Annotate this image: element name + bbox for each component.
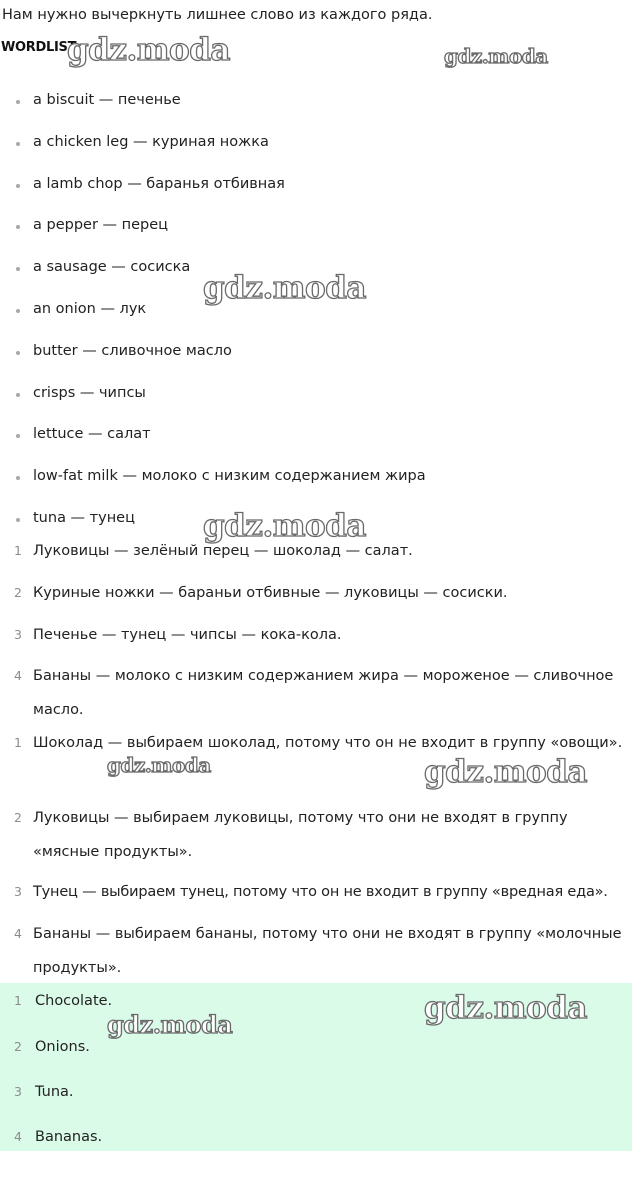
item-number: 4 [14, 926, 22, 941]
item-number: 3 [14, 627, 22, 642]
group-text: Куриные ножки — бараньи отбивные — луковицы — сосиски. [33, 585, 508, 601]
wordlist-entry: crisps — чипсы [33, 385, 146, 401]
group-text: Бананы — молоко с низким содержанием жира — мороженое — сливочное масло. [33, 668, 614, 718]
bullet-dot-icon [16, 184, 20, 188]
list-item [33, 385, 146, 401]
wordlist-title: WORDLIST [1, 40, 77, 55]
bullet-dot-icon [16, 434, 20, 438]
item-number: 4 [14, 668, 22, 683]
group-text: Печенье — тунец — чипсы — кока-кола. [33, 627, 342, 643]
answer-text: Chocolate. [35, 993, 113, 1009]
wordlist-entry: a chicken leg — куриная ножка [33, 134, 269, 150]
watermark-logo: gdz.moda [203, 270, 366, 306]
wordlist-entry: tuna — тунец [33, 510, 135, 526]
wordlist-entry: low-fat milk — молоко с низким содержанием жира [33, 468, 426, 484]
bullet-dot-icon [16, 267, 20, 271]
bullet-dot-icon [16, 225, 20, 229]
bullet-dot-icon [16, 100, 20, 104]
bullet-dot-icon [16, 309, 20, 313]
watermark-logo: gdz.moda [424, 754, 587, 790]
list-item [33, 176, 285, 192]
list-item [33, 134, 269, 150]
answers-panel [0, 983, 632, 1151]
answer-text: Tuna. [35, 1084, 74, 1100]
bullet-dot-icon [16, 142, 20, 146]
wordlist-entry: a pepper — перец [33, 217, 169, 233]
watermark-logo: gdz.moda [203, 508, 366, 544]
item-number: 3 [14, 1084, 22, 1099]
item-number: 2 [14, 585, 22, 600]
item-number: 3 [14, 884, 22, 899]
list-item [33, 301, 146, 317]
item-number: 1 [14, 543, 22, 558]
answer-text: Bananas. [35, 1129, 103, 1145]
item-number: 1 [14, 735, 22, 750]
intro-text: Нам нужно вычеркнуть лишнее слово из каждого ряда. [2, 7, 433, 23]
list-item [33, 259, 190, 275]
bullet-dot-icon [16, 476, 20, 480]
group-text: Луковицы — зелёный перец — шоколад — салат. [33, 543, 413, 559]
item-number: 4 [14, 1129, 22, 1144]
watermark-logo: gdz.moda [424, 990, 587, 1026]
wordlist-entry: lettuce — салат [33, 426, 151, 442]
bullet-dot-icon [16, 393, 20, 397]
bullet-dot-icon [16, 518, 20, 522]
watermark-logo: gdz.moda [444, 44, 548, 68]
list-item [33, 510, 135, 526]
watermark-logo: gdz.moda [67, 32, 230, 68]
wordlist-entry: a lamb chop — баранья отбивная [33, 176, 285, 192]
explanation-text: Луковицы — выбираем луковицы, потому что они не входят в группу «мясные продукты». [33, 810, 568, 860]
explanation-text: Тунец — выбираем тунец, потому что он не входит в группу «вредная еда». [33, 884, 608, 900]
list-item [33, 468, 426, 484]
answer-text: Onions. [35, 1039, 90, 1055]
item-number: 2 [14, 1039, 22, 1054]
item-number: 2 [14, 810, 22, 825]
list-item [33, 343, 232, 359]
explanation-text: Бананы — выбираем бананы, потому что они не входят в группу «молочные продукты». [33, 926, 622, 976]
item-number: 1 [14, 993, 22, 1008]
wordlist-entry: a sausage — сосиска [33, 259, 191, 275]
list-item [33, 426, 151, 442]
wordlist-entry: a biscuit — печенье [33, 92, 181, 108]
explanation-text: Шоколад — выбираем шоколад, потому что он не входит в группу «овощи». [33, 735, 623, 751]
watermark-logo: gdz.moda [107, 753, 211, 777]
bullet-dot-icon [16, 351, 20, 355]
list-item [33, 92, 181, 108]
list-item [33, 217, 168, 233]
wordlist-entry: butter — сливочное масло [33, 343, 232, 359]
watermark-logo: gdz.moda [107, 1010, 233, 1039]
wordlist-entry: an onion — лук [33, 301, 147, 317]
